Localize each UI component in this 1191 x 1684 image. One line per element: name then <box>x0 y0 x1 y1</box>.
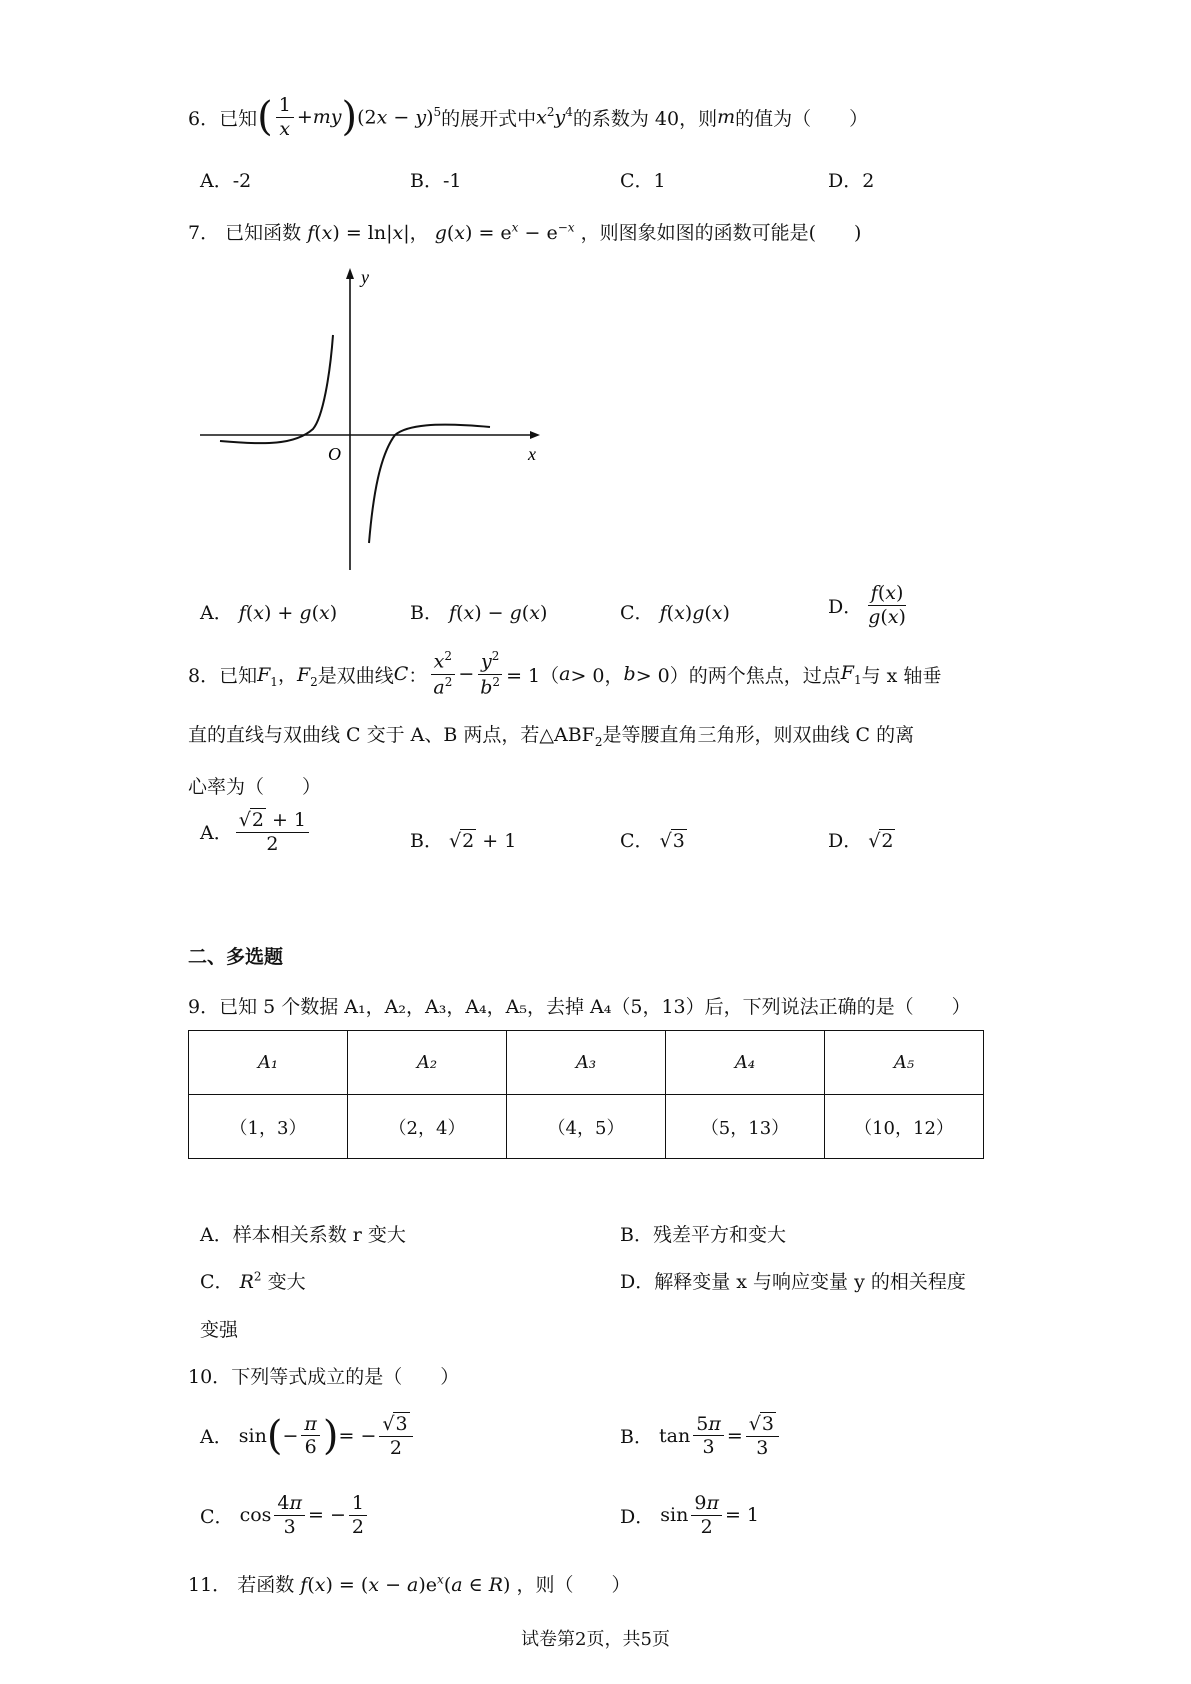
q6-number: 6． <box>188 107 220 130</box>
q6-option-d: D．2 <box>828 170 875 192</box>
q8-option-a: A． $\frac{√2 + 1}{2}$ <box>200 808 312 856</box>
q6-mid: 的展开式中 <box>441 107 537 130</box>
q6-option-a: A．-2 <box>200 170 252 192</box>
option-letter: C． <box>620 830 654 852</box>
section-title: 二、多选题 <box>188 946 284 968</box>
q7-number: 7． <box>188 222 220 244</box>
q8-option-d: D． √2 <box>828 830 894 852</box>
table-cell: （2，4） <box>348 1095 507 1159</box>
page-footer: 试卷第2页，共5页 <box>521 1629 670 1650</box>
q7-function-graph <box>195 265 555 575</box>
q10-option-d: D． sin $\frac{9\pi}{2}$ = 1 <box>620 1492 759 1538</box>
q8-pre: 已知 <box>219 664 258 687</box>
option-letter: B． <box>620 1426 653 1449</box>
table-header-cell: A₁ <box>189 1031 348 1095</box>
q9-option-c: C． $R^2$ 变大 <box>200 1269 306 1293</box>
table-header-cell: A₃ <box>507 1031 666 1095</box>
q8-line2: 直的直线与双曲线 C 交于 A、B 两点，若$\triangle ABF_2$是等腰直角三角形，则双曲线 C 的离 <box>188 724 915 749</box>
q7-pre: 已知函数 <box>225 222 302 244</box>
table-header-cell: A₅ <box>825 1031 984 1095</box>
q9-option-a: A．样本相关系数 r 变大 <box>200 1224 406 1246</box>
option-letter: B． <box>410 830 443 852</box>
q11-pre: 若函数 <box>237 1574 295 1596</box>
q10-option-b: B． tan $\frac{5\pi}{3}$ = $\frac{√3}{3}$ <box>620 1412 782 1460</box>
option-c-tail: 变大 <box>267 1271 306 1293</box>
table-cell: （4，5） <box>507 1095 666 1159</box>
option-letter: D． <box>620 1505 655 1528</box>
table-row <box>189 1095 984 1159</box>
q7-post: ，则图象如图的函数可能是( ) <box>580 222 862 244</box>
q9-text: 已知 5 个数据 A₁，A₂，A₃，A₄，A₅，去掉 A₄（5，13）后，下列说法正确的是（ ） <box>219 996 971 1018</box>
q8-f1: $F_1$ <box>840 661 862 687</box>
q10-option-c: C． cos $\frac{4\pi}{3}$ = − $\frac{1}{2}$ <box>200 1492 370 1539</box>
q7-functions: f(x) = ln|x|， $g(x) = e^x - e^{-x}$ <box>307 220 575 244</box>
curve-left-branch <box>220 335 333 443</box>
q9-option-d: D．解释变量 x 与响应变量 y 的相关程度 <box>620 1271 966 1293</box>
q9-stem <box>188 992 971 1019</box>
option-letter: C． <box>620 602 654 624</box>
q6-end: 的值为（ ） <box>735 107 869 130</box>
curve-right-branch <box>369 425 490 543</box>
q8-number: 8． <box>188 664 220 687</box>
q7-option-b: B． f(x) − g(x) <box>410 602 548 624</box>
option-letter: A． <box>200 602 233 624</box>
q6-pre: 已知 <box>219 107 258 130</box>
q8-option-c: C． √3 <box>620 830 685 852</box>
q6-stem <box>188 92 868 142</box>
q8-line1 <box>188 648 941 700</box>
q7-option-a: A． f(x) + g(x) <box>200 602 338 624</box>
q7-option-c: C． f(x)g(x) <box>620 602 730 624</box>
q8-line3: 心率为（ ） <box>188 776 322 798</box>
q8-mid: 是双曲线 <box>317 664 394 687</box>
table-cell: （5，13） <box>666 1095 825 1159</box>
q7-option-d: D． $\frac{f(x)}{g(x)}$ <box>828 582 906 628</box>
q9-option-d-continued: 变强 <box>200 1319 239 1341</box>
option-letter: D． <box>828 595 863 618</box>
table-header-cell: A₄ <box>666 1031 825 1095</box>
option-letter: A． <box>200 822 233 845</box>
q10-text: 下列等式成立的是（ ） <box>231 1366 460 1388</box>
table-header-cell: A₂ <box>348 1031 507 1095</box>
option-letter: C． <box>200 1271 234 1293</box>
q6-var-m: m <box>717 106 736 128</box>
q8-foci: $F_1$，$F_2$ <box>257 663 318 689</box>
q11-number: 11． <box>188 1574 232 1596</box>
table-header-row <box>189 1031 984 1095</box>
q10-number: 10． <box>188 1366 232 1388</box>
q11-stem <box>188 1570 631 1597</box>
q8-hyperbola: C ： $\frac{x^2}{a^2}$ − $\frac{y^2}{b^2}$ = 1（ a > 0， b > 0） <box>393 649 689 698</box>
q8-option-b: B． √2 + 1 <box>410 830 517 852</box>
q7-stem <box>188 218 861 245</box>
q6-term: $x^2y^4$ <box>536 105 573 129</box>
x-axis-label: x <box>528 444 536 464</box>
q6-post: 的系数为 40，则 <box>572 107 718 130</box>
x-axis-arrow <box>530 431 540 439</box>
origin-label: O <box>328 444 341 464</box>
q10-stem <box>188 1362 459 1389</box>
table-cell: （1，3） <box>189 1095 348 1159</box>
q6-formula: ( $\frac{1}{x}$ + my ) $(2x - y)^5$ <box>257 93 442 140</box>
y-axis-arrow <box>346 268 354 279</box>
option-letter: C． <box>200 1505 234 1528</box>
q10-option-a: A． sin ( − $\frac{\pi}{6}$ ) = − $\frac{√3}{2}$ <box>200 1412 416 1460</box>
q6-option-c: C．1 <box>620 170 666 192</box>
q8-end: 与 x 轴垂 <box>861 664 942 687</box>
option-letter: D． <box>828 830 863 852</box>
y-axis-label: y <box>361 267 369 287</box>
option-letter: B． <box>410 602 443 624</box>
q9-number: 9． <box>188 996 220 1018</box>
q9-option-b: B．残差平方和变大 <box>620 1224 786 1246</box>
q11-post: ，则（ ） <box>516 1574 631 1596</box>
q8-line2-text: 直的直线与双曲线 C 交于 A、B 两点，若△ABF <box>188 724 595 746</box>
table-cell: （10，12） <box>825 1095 984 1159</box>
q8-post: 的两个焦点，过点 <box>688 664 841 687</box>
q11-function: $f(x) = (x - a)e^x(a$ ∈ R) <box>300 1572 511 1596</box>
option-letter: A． <box>200 1426 233 1449</box>
q8-line2-end: 是等腰直角三角形，则双曲线 C 的离 <box>602 724 915 746</box>
q6-option-b: B．-1 <box>410 170 462 192</box>
q9-data-table <box>188 1030 984 1159</box>
